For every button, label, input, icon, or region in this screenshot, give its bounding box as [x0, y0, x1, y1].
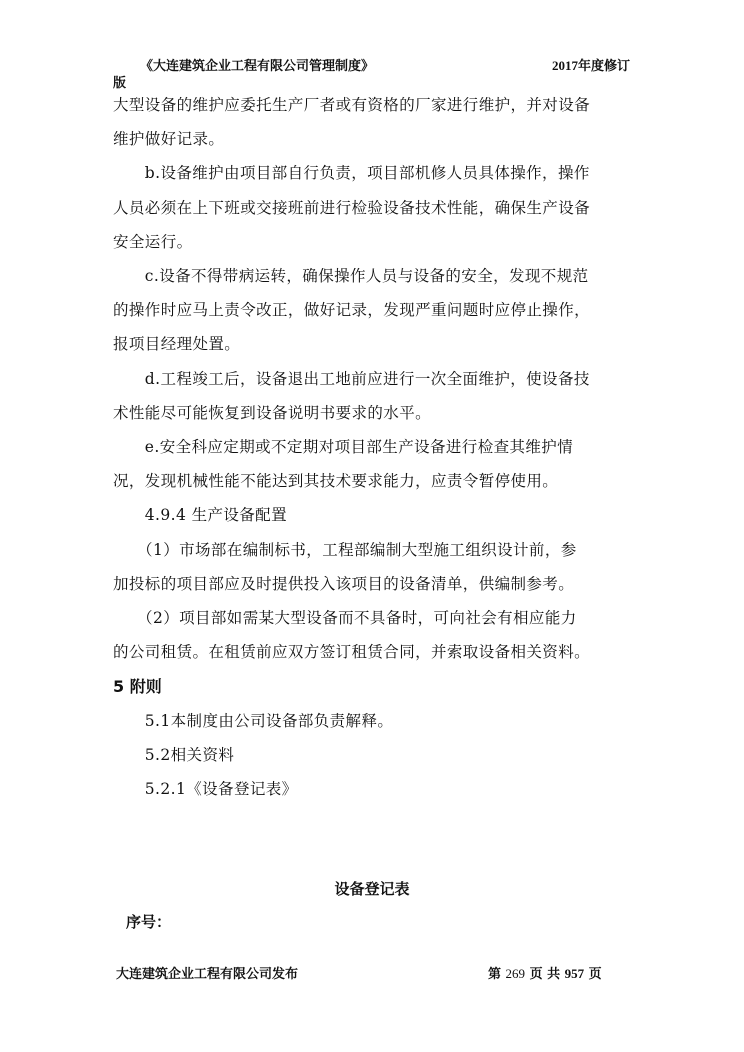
header-edition: 2017年度修订	[552, 58, 631, 73]
section-heading: 5 附则	[113, 677, 162, 696]
body-line: （2）项目部如需某大型设备而不具备时，可向社会有相应能力	[113, 609, 577, 627]
footer-publisher: 大连建筑企业工程有限公司发布	[116, 967, 299, 982]
section-item: 5.1本制度由公司设备部负责解释。	[113, 712, 394, 730]
body-line: 术性能尽可能恢复到设备说明书要求的水平。	[113, 404, 432, 422]
serial-label: 序号：	[126, 913, 172, 931]
section-item: 5.2相关资料	[113, 746, 235, 764]
footer-page-number	[488, 963, 602, 982]
body-line: 的操作时应马上责令改正，做好记录，发现严重问题时应停止操作，	[113, 301, 591, 319]
body-line: d.工程竣工后，设备退出工地前应进行一次全面维护，使设备技	[113, 370, 590, 388]
body-line: 4.9.4 生产设备配置	[113, 506, 287, 524]
body-line: e.安全科应定期或不定期对项目部生产设备进行检查其维护情	[113, 438, 574, 456]
body-line: 人员必须在上下班或交接班前进行检验设备技术性能，确保生产设备	[113, 199, 591, 217]
body-line: c.设备不得带病运转，确保操作人员与设备的安全，发现不规范	[113, 267, 589, 285]
form-title: 设备登记表	[334, 880, 410, 898]
page-suffix: 页	[588, 967, 602, 982]
body-line: 报项目经理处置。	[113, 335, 241, 353]
body-line: 加投标的项目部应及时提供投入该项目的设备清单，供编制参考。	[113, 575, 575, 593]
body-line: 维护做好记录。	[113, 130, 225, 148]
body-line: b.设备维护由项目部自行负责，项目部机修人员具体操作，操作	[113, 164, 590, 182]
page-total: 957	[564, 966, 585, 981]
body-line: （1）市场部在编制标书，工程部编制大型施工组织设计前，参	[113, 541, 577, 559]
page-mid: 页 共	[529, 967, 561, 982]
body-line: 安全运行。	[113, 233, 193, 251]
section-item: 5.2.1《设备登记表》	[113, 780, 298, 798]
body-line: 大型设备的维护应委托生产厂者或有资格的厂家进行维护，并对设备	[113, 96, 591, 114]
header-edition-wrap: 版	[113, 76, 127, 91]
page-prefix: 第	[488, 967, 502, 982]
body-line: 况，发现机械性能不能达到其技术要求能力，应责令暂停使用。	[113, 472, 559, 490]
header-title: 《大连建筑企业工程有限公司管理制度》	[140, 59, 375, 74]
page-current: 269	[505, 966, 526, 981]
body-line: 的公司租赁。在租赁前应双方签订租赁合同，并索取设备相关资料。	[113, 643, 591, 661]
